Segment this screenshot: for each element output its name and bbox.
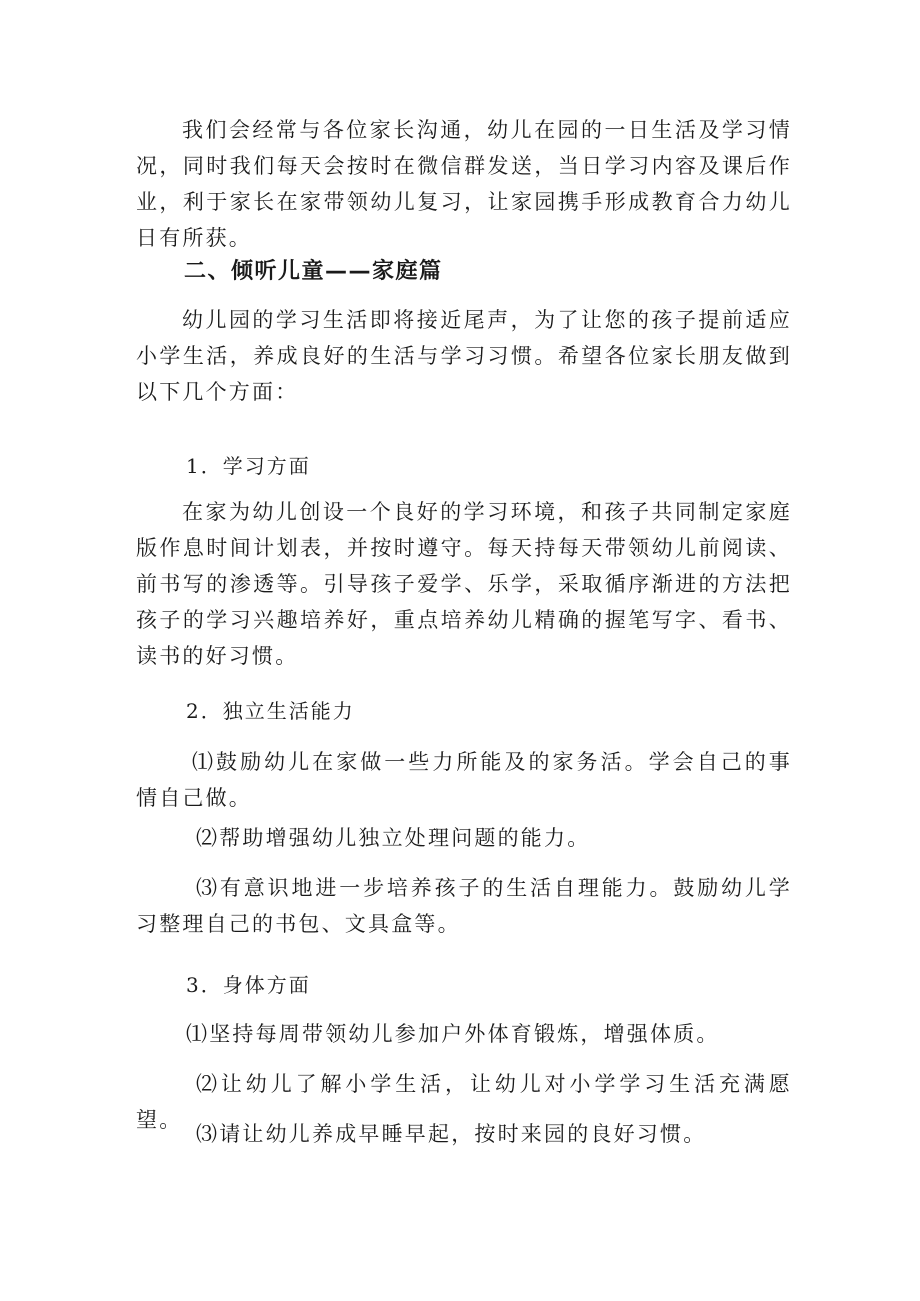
list-item-independence-3: ⑶有意识地进一步培养孩子的生活自理能力。鼓励幼儿学习整理自己的书包、文具盒等。 — [136, 876, 792, 936]
paragraph-intro: 幼儿园的学习生活即将接近尾声，为了让您的孩子提前适应小学生活，养成良好的生活与学习习惯。希望各位家长朋友做到以下几个方面： — [136, 308, 792, 404]
list-item-independence-2: ⑵帮助增强幼儿独立处理问题的能力。 — [196, 826, 591, 850]
section-heading-family: 二、倾听儿童——家庭篇 — [184, 259, 443, 284]
list-item-physical-2: ⑵让幼儿了解小学生活，让幼儿对小学学习生活充满愿望。 — [136, 1072, 792, 1132]
list-item-independence-1: ⑴鼓励幼儿在家做一些力所能及的家务活。学会自己的事情自己做。 — [136, 750, 792, 810]
list-item-physical-3: ⑶请让幼儿养成早睡早起，按时来园的良好习惯。 — [196, 1122, 707, 1146]
subsection-title-independence: 2．独立生活能力 — [186, 699, 355, 723]
list-item-physical-1: ⑴坚持每周带领幼儿参加户外体育锻炼，增强体质。 — [186, 1022, 720, 1046]
paragraph-learning: 在家为幼儿创设一个良好的学习环境，和孩子共同制定家庭版作息时间计划表，并按时遵守。每天持每天带领幼儿前阅读、前书写的渗透等。引导孩子爱学、乐学，采取循序渐进的方法把孩子的学习兴趣培养好，重点培养幼儿精确的握笔写字、看书、读书的好习惯。 — [136, 500, 792, 668]
subsection-title-learning: 1．学习方面 — [186, 454, 311, 478]
paragraph-home-communication: 我们会经常与各位家长沟通，幼儿在园的一日生活及学习情况，同时我们每天会按时在微信群发送，当日学习内容及课后作业，利于家长在家带领幼儿复习，让家园携手形成教育合力幼儿日有所获。 — [136, 118, 792, 250]
subsection-title-physical: 3．身体方面 — [186, 973, 311, 997]
